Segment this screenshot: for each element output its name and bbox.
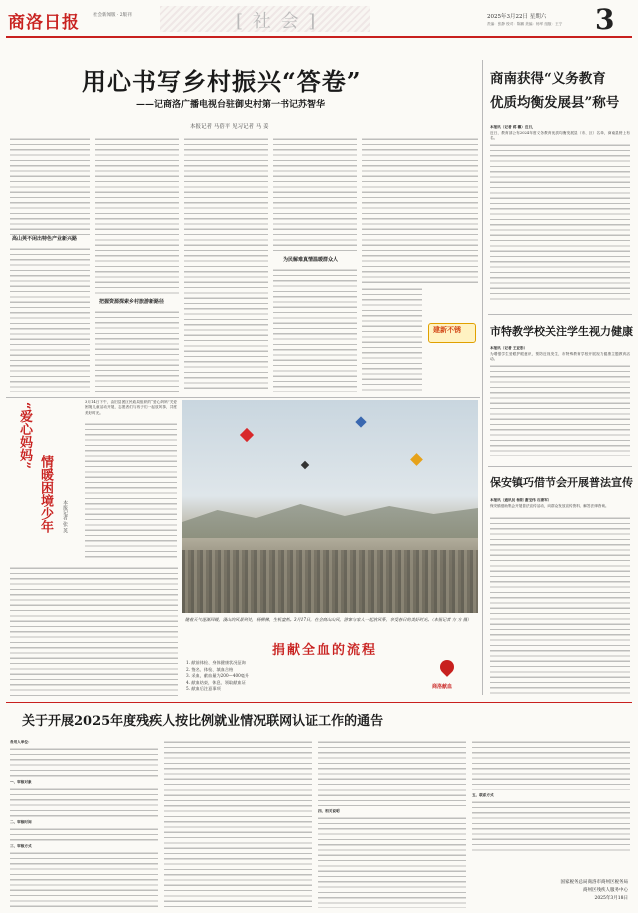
right-top-text-lines (490, 143, 630, 303)
notice-section-4: 四、相关说明 (318, 809, 340, 813)
newspaper-logo: 商洛日报 (8, 13, 80, 33)
lead-text-4b (273, 268, 357, 392)
page-number: 3 (595, 3, 615, 36)
notice-col-2 (164, 740, 312, 908)
feature-byline (62, 500, 69, 533)
mountain-shape (182, 498, 478, 538)
feature-body-right (85, 400, 177, 560)
lead-text-2b (95, 310, 179, 392)
vertical-divider (482, 60, 483, 695)
notice-section-1: 一、审核对象 (10, 780, 32, 784)
donation-step: 1. 献前体检、身体健康状况征询 (186, 660, 246, 665)
right-bot-lead-in: 本报讯（通讯员 杨阳 谢宝伟 石康军） (490, 498, 552, 502)
right-top-title-1: 商南获得“义务教育 (490, 71, 606, 87)
feature-title-2 (37, 455, 55, 533)
kite-icon (301, 461, 309, 469)
donation-step: 2. 签名、体检、填血合格 (186, 666, 234, 672)
right-top-text: 近日，教育部公布2024年度义务教育优质均衡发展县（市、区）名单，商南县榜上有名。 (490, 131, 630, 141)
right-mid-text: 为增强学生爱眼护眼意识，预防近视发生，市特殊教育学校开展视力健康主题教育活动。 (490, 352, 630, 362)
lead-section-2: 把握资源探索乡村旅游新路径 (99, 299, 165, 305)
notice-lines-4b (472, 800, 630, 854)
edit-credits: 责编：张静 校对：陈鹏 美编：杨军 组版：王宁 (487, 22, 563, 26)
right-bot-body (490, 498, 630, 694)
feature-text: 3月14日下午，由旧县团区民政局组织的“爱心妈妈”关爱困境儿童活动开展，志愿者们与孩子们一起放风筝，共度美好时光。 (85, 400, 177, 415)
notice-signature-date: 2025年3月18日 (594, 896, 628, 901)
feature-text-lines-2 (10, 566, 178, 696)
lead-text-1a (10, 137, 90, 235)
notice-section-3: 三、审核方式 (10, 844, 32, 848)
feature-title-1-text: “爱心妈妈” (17, 402, 32, 469)
masthead-rule (6, 36, 632, 38)
notice-title: 关于开展2025年度残疾人按比例就业情况联网认证工作的通告 (22, 714, 384, 729)
notice-signature-2: 商州区残疾人服务中心 (583, 888, 628, 893)
lead-column-4 (273, 137, 357, 392)
notice-salutation: 各用人单位： (10, 740, 32, 744)
donation-logo: 商洛献血 (432, 684, 453, 690)
donation-step: 4. 献血结束，休息、领取献血证 (186, 679, 246, 685)
section-label: [ 社 会 ] (236, 11, 318, 32)
feature-title-2-text: 情暖困境少年 (38, 455, 53, 533)
right-mid-lead-in: 本报讯（记者 王亚彤） (490, 346, 528, 350)
notice-lines-4a (472, 740, 630, 790)
feature-body-bottom (10, 566, 178, 696)
lead-title: 用心书写乡村振兴“答卷” (82, 67, 362, 96)
lead-subtitle: ——记商洛广播电视台驻御史村第一书记苏智华 (136, 100, 326, 110)
notice-lines-1c (10, 827, 158, 841)
right-divider-2 (488, 466, 632, 467)
donation-steps (186, 660, 476, 696)
feature-title-1 (16, 402, 34, 469)
feature-top-rule (6, 397, 480, 398)
lead-column-5 (362, 137, 478, 392)
lead-text-1b (10, 247, 90, 392)
notice-col-3 (318, 740, 466, 908)
right-top-body (490, 125, 630, 303)
kite-icon (355, 416, 366, 427)
right-bot-text: 保安镇借助集会开展普法宣传活动，向群众发放宣传资料、解答法律咨询。 (490, 504, 609, 508)
lead-column-1 (10, 137, 90, 392)
right-top-lead-in: 本报讯（记者 蒋 馨）近日， (490, 125, 536, 129)
notice-lines-2 (164, 740, 312, 908)
notice-top-rule (6, 702, 632, 703)
feature-text-lines (85, 422, 177, 560)
issue-date: 2025年3月22日 星期六 (487, 14, 547, 20)
lead-text-4a (273, 137, 357, 255)
masthead (0, 0, 638, 40)
donation-step: 3. 采血，献血量为200—400毫升 (186, 673, 250, 678)
right-mid-title: 市特教学校关注学生视力健康 (490, 325, 633, 338)
notice-section-2: 二、审核时间 (10, 820, 32, 824)
right-mid-body (490, 346, 630, 456)
notice-signature-1: 国家税务总局商洛市商州区税务局 (560, 880, 628, 885)
donation-step: 5. 献血后注意事项 (186, 686, 221, 691)
kite-caption: 随着天气逐渐回暖，漫山的风景到处，杨柳拂，生机盎然。3月17日，在全商山山风，游客与家人一起放风筝，享受春日的美好时光。（本报记者 方 方 摄） (185, 617, 472, 622)
notice-lines-3a (318, 740, 466, 806)
badge-text: 建新不锈 (433, 325, 461, 334)
right-divider-1 (488, 314, 632, 315)
donation-title: 捐献全血的流程 (272, 643, 378, 658)
lead-section-1: 高山荚不闲出特色产业新兴路 (12, 236, 78, 242)
feature-byline-text: 本报记者 张 英 (62, 500, 68, 534)
lead-section-3: 为民解难真情温暖群众人 (283, 257, 339, 263)
right-top-title-2: 优质均衡发展县”称号 (490, 95, 620, 111)
notice-lines-1a (10, 747, 158, 777)
kite-icon (240, 428, 254, 442)
crowd-shape (182, 550, 478, 613)
notice-lines-1d (10, 851, 158, 908)
notice-col-1 (10, 740, 158, 908)
right-bot-text-lines (490, 516, 630, 694)
lead-byline: 本报记者 马蓓平 见习记者 马 姜 (190, 124, 269, 130)
notice-section-5: 五、联系方式 (472, 793, 494, 797)
kite-photo (182, 400, 478, 613)
notice-col-4 (472, 740, 630, 908)
notice-lines-3b (318, 816, 466, 908)
kite-icon (410, 453, 423, 466)
lead-column-3 (184, 137, 268, 392)
right-mid-text-lines (490, 364, 630, 456)
notice-lines-1b (10, 787, 158, 817)
section-label-text: 社 会 (252, 11, 301, 32)
lead-text-5b (362, 287, 422, 392)
right-bot-title: 保安镇巧借节会开展普法宣传 (490, 476, 633, 489)
edition-label: 社会新闻版 · 2版刊 (93, 13, 132, 18)
lead-text-5a (362, 137, 478, 287)
lead-text-3 (184, 137, 268, 392)
lead-column-2 (95, 137, 179, 392)
lead-text-2a (95, 137, 179, 297)
